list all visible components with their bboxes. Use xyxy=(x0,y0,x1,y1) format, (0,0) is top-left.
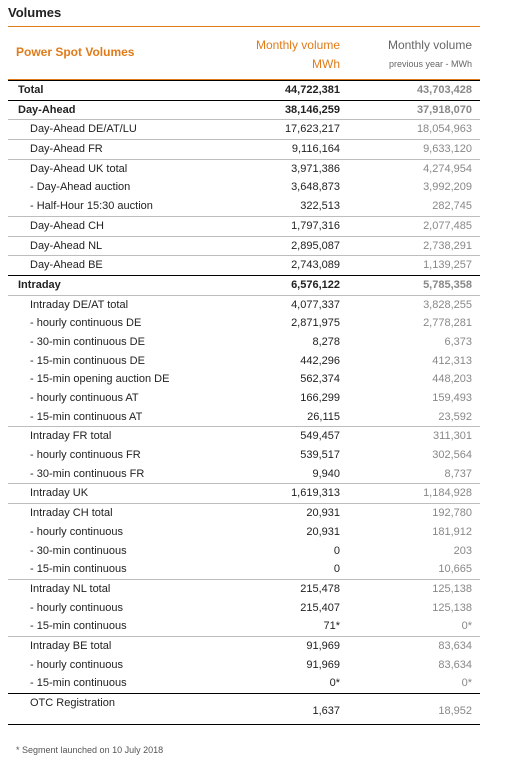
row-previous-year: 43,703,428 xyxy=(416,84,472,96)
row-monthly-volume: 71* xyxy=(323,620,340,633)
table-row-major xyxy=(8,275,480,295)
row-previous-year: 37,918,070 xyxy=(416,103,472,116)
bottom-divider xyxy=(8,724,480,725)
row-monthly-volume: 2,871,975 xyxy=(291,317,340,330)
row-label: - 30-min continuous xyxy=(30,544,127,557)
header-monthly-volume-unit: MWh xyxy=(312,57,340,71)
table-row xyxy=(8,542,480,561)
table-row xyxy=(8,139,480,159)
row-monthly-volume: 442,296 xyxy=(300,354,340,367)
table-row xyxy=(8,352,480,371)
header-previous-year-unit: previous year - MWh xyxy=(388,59,472,69)
table-row xyxy=(8,119,480,139)
header-previous-year-line1: Monthly volume xyxy=(387,38,472,52)
row-monthly-volume: 549,457 xyxy=(300,430,340,443)
row-monthly-volume: 2,743,089 xyxy=(291,259,340,272)
row-previous-year: 6,373 xyxy=(444,335,472,348)
row-label: Day-Ahead UK total xyxy=(30,162,128,175)
row-label: Day-Ahead CH xyxy=(30,219,104,232)
table-row xyxy=(8,465,480,484)
row-previous-year: 1,184,928 xyxy=(423,487,472,500)
row-monthly-volume: 1,637 xyxy=(312,705,340,717)
row-previous-year: 192,780 xyxy=(432,507,472,520)
row-label: Day-Ahead BE xyxy=(30,259,103,272)
row-label: Day-Ahead DE/AT/LU xyxy=(30,123,137,136)
row-previous-year: 18,054,963 xyxy=(416,123,472,136)
table-row xyxy=(8,197,480,216)
row-monthly-volume: 9,116,164 xyxy=(291,143,340,156)
row-monthly-volume: 9,940 xyxy=(312,467,340,480)
row-label: - hourly continuous xyxy=(30,525,123,538)
table-row-major xyxy=(8,80,480,100)
row-monthly-volume: 3,971,386 xyxy=(291,162,340,175)
table-row xyxy=(8,636,480,656)
table-row xyxy=(8,333,480,352)
row-label: - hourly continuous DE xyxy=(30,317,142,330)
header-power-spot-volumes: Power Spot Volumes xyxy=(16,45,135,59)
header-previous-year xyxy=(332,36,472,74)
row-label: Intraday CH total xyxy=(30,507,113,520)
table-row xyxy=(8,693,480,724)
row-label: - 30-min continuous FR xyxy=(30,467,145,480)
row-label: Intraday BE total xyxy=(30,639,112,652)
row-previous-year: 282,745 xyxy=(432,200,472,213)
row-label: Intraday xyxy=(18,278,61,291)
row-label: Total xyxy=(18,84,44,96)
row-previous-year: 83,634 xyxy=(438,639,472,652)
row-previous-year: 83,634 xyxy=(438,658,472,671)
table-row xyxy=(8,426,480,446)
row-previous-year: 0* xyxy=(461,677,472,690)
row-monthly-volume: 38,146,259 xyxy=(284,103,340,116)
row-previous-year: 18,952 xyxy=(438,705,472,717)
row-label: - hourly continuous FR xyxy=(30,449,141,462)
header-monthly-volume-line1: Monthly volume xyxy=(255,38,340,52)
table-body xyxy=(8,80,480,724)
footnote: * Segment launched on 10 July 2018 xyxy=(16,745,164,755)
row-monthly-volume: 0 xyxy=(333,563,340,576)
row-previous-year: 181,912 xyxy=(432,525,472,538)
row-previous-year: 2,077,485 xyxy=(423,219,472,232)
table-row xyxy=(8,236,480,256)
row-label: - 30-min continuous DE xyxy=(30,335,145,348)
row-label: - hourly continuous xyxy=(30,601,123,614)
row-monthly-volume: 539,517 xyxy=(300,449,340,462)
table-row xyxy=(8,216,480,236)
table-row xyxy=(8,370,480,389)
table-row xyxy=(8,483,480,503)
row-monthly-volume: 44,722,381 xyxy=(284,84,340,96)
table-row xyxy=(8,255,480,275)
row-previous-year: 3,992,209 xyxy=(423,181,472,194)
page-title: Volumes xyxy=(8,5,62,20)
row-previous-year: 1,139,257 xyxy=(423,259,472,272)
table-row xyxy=(8,599,480,618)
table-row xyxy=(8,523,480,542)
row-label: - 15-min continuous xyxy=(30,563,127,576)
row-label: - Day-Ahead auction xyxy=(30,181,131,194)
row-monthly-volume: 166,299 xyxy=(300,392,340,404)
row-previous-year: 448,203 xyxy=(432,373,472,386)
row-label: - 15-min opening auction DE xyxy=(30,373,170,386)
row-label: Day-Ahead xyxy=(18,103,76,116)
row-monthly-volume: 0 xyxy=(333,544,340,557)
row-monthly-volume: 91,969 xyxy=(306,658,340,671)
row-label: Intraday UK xyxy=(30,487,89,500)
row-label: Day-Ahead NL xyxy=(30,239,103,252)
row-previous-year: 0* xyxy=(461,620,472,633)
row-previous-year: 125,138 xyxy=(432,601,472,614)
row-monthly-volume: 6,576,122 xyxy=(291,278,340,291)
row-label: - 15-min continuous xyxy=(30,677,127,690)
row-previous-year: 412,313 xyxy=(432,354,472,367)
row-previous-year: 302,564 xyxy=(432,449,472,462)
row-label: Intraday FR total xyxy=(30,430,112,443)
table-row xyxy=(8,159,480,179)
row-previous-year: 311,301 xyxy=(433,430,472,443)
row-label: - 15-min continuous xyxy=(30,620,127,633)
table-row xyxy=(8,314,480,333)
table-row xyxy=(8,178,480,197)
row-previous-year: 3,828,255 xyxy=(423,298,472,311)
row-previous-year: 23,592 xyxy=(438,410,472,423)
row-label: - hourly continuous xyxy=(30,658,123,671)
row-label: - 15-min continuous AT xyxy=(30,410,143,423)
row-label: - Half-Hour 15:30 auction xyxy=(30,200,153,213)
row-label: Intraday NL total xyxy=(30,582,111,595)
row-monthly-volume: 322,513 xyxy=(300,200,340,213)
row-monthly-volume: 91,969 xyxy=(306,639,340,652)
row-previous-year: 203 xyxy=(453,544,472,557)
row-monthly-volume: 4,077,337 xyxy=(291,298,340,311)
table-row xyxy=(8,674,480,693)
row-monthly-volume: 3,648,873 xyxy=(291,181,340,194)
row-label: OTC Registration xyxy=(30,697,115,709)
row-label: - hourly continuous AT xyxy=(30,392,139,404)
header-monthly-volume xyxy=(220,36,340,74)
row-monthly-volume: 17,623,217 xyxy=(284,123,340,136)
row-monthly-volume: 8,278 xyxy=(312,335,340,348)
row-monthly-volume: 26,115 xyxy=(307,410,340,423)
row-previous-year: 125,138 xyxy=(432,582,472,595)
row-previous-year: 2,738,291 xyxy=(423,239,472,252)
table-row xyxy=(8,408,480,427)
table-row xyxy=(8,617,480,636)
table-row xyxy=(8,560,480,579)
row-previous-year: 5,785,358 xyxy=(423,278,472,291)
row-monthly-volume: 1,797,316 xyxy=(291,219,340,232)
row-monthly-volume: 0* xyxy=(329,677,340,690)
row-label: Day-Ahead FR xyxy=(30,143,103,156)
row-label: - 15-min continuous DE xyxy=(30,354,145,367)
table-row xyxy=(8,446,480,465)
row-previous-year: 10,665 xyxy=(438,563,472,576)
table-row xyxy=(8,389,480,408)
row-previous-year: 4,274,954 xyxy=(423,162,472,175)
row-label: Intraday DE/AT total xyxy=(30,298,129,311)
row-monthly-volume: 562,374 xyxy=(300,373,340,386)
row-previous-year: 9,633,120 xyxy=(423,143,472,156)
row-monthly-volume: 20,931 xyxy=(306,507,340,520)
row-previous-year: 2,778,281 xyxy=(423,317,472,330)
row-monthly-volume: 215,407 xyxy=(300,601,340,614)
row-monthly-volume: 1,619,313 xyxy=(291,487,340,500)
table-row xyxy=(8,503,480,523)
table-row-major xyxy=(8,100,480,120)
volumes-table xyxy=(8,26,480,725)
row-previous-year: 159,493 xyxy=(432,392,472,404)
row-monthly-volume: 20,931 xyxy=(306,525,340,538)
table-row xyxy=(8,295,480,315)
row-previous-year: 8,737 xyxy=(444,467,472,480)
row-monthly-volume: 2,895,087 xyxy=(291,239,340,252)
table-row xyxy=(8,579,480,599)
table-header xyxy=(8,27,480,80)
row-monthly-volume: 215,478 xyxy=(300,582,340,595)
table-row xyxy=(8,656,480,675)
